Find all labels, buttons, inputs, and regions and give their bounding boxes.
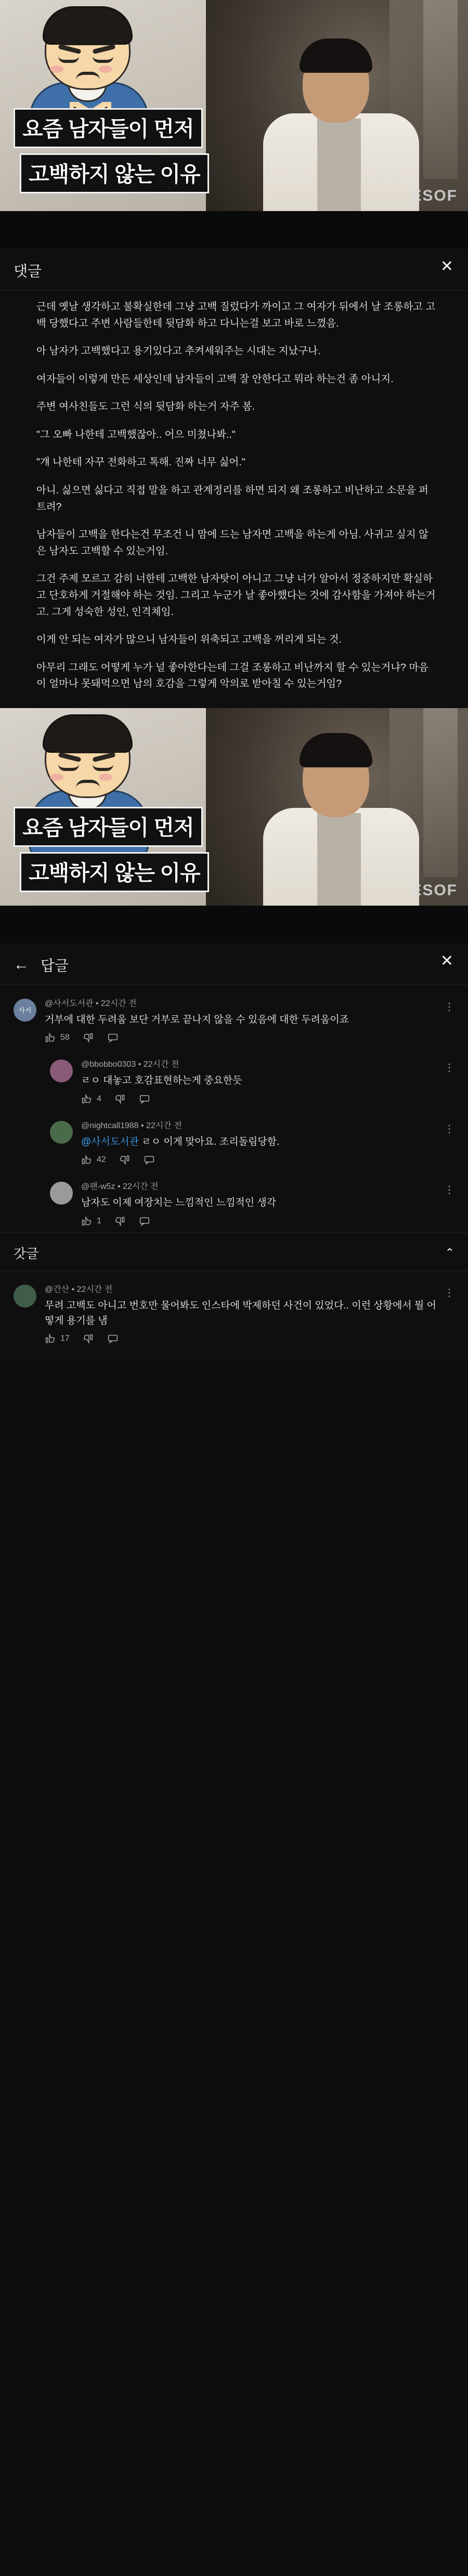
reply-meta — [45, 997, 439, 1009]
thumbs-up-icon — [45, 1032, 55, 1043]
reply-icon — [107, 1032, 119, 1043]
replies-panel-title: 답글 — [41, 957, 69, 974]
thumbs-down-icon — [83, 1333, 94, 1344]
comment-paragraph: 주변 여사친들도 그런 식의 뒷담화 하는거 자주 봄. — [36, 401, 255, 413]
avatar[interactable] — [50, 1060, 73, 1082]
reply-icon — [139, 1094, 150, 1104]
replies-panel — [0, 943, 468, 1360]
bottom-section-title: 갓글 — [14, 1246, 39, 1261]
reply-meta — [45, 1283, 439, 1294]
reply-actions — [81, 1216, 439, 1228]
like-count: 4 — [97, 1094, 101, 1103]
like-button[interactable] — [45, 1032, 70, 1043]
list-item[interactable] — [0, 988, 468, 1049]
like-count: 58 — [60, 1033, 70, 1042]
like-button[interactable] — [81, 1216, 101, 1226]
thumbs-up-icon — [81, 1216, 92, 1226]
dislike-button[interactable] — [83, 1333, 94, 1344]
reply-text: 무려 고백도 아니고 번호만 물어봐도 인스타에 박제하던 사건이 있었다.. 이런 상황에서 뭘 어떻게 용기를 냄 — [45, 1300, 437, 1327]
video-bottom-strip — [0, 906, 468, 943]
thumbs-up-icon — [45, 1333, 55, 1344]
reply-body — [45, 997, 454, 1045]
list-item[interactable] — [0, 1049, 468, 1110]
reply-text-body: ㄹㅇ 이게 맞아요. 조리돌림당함. — [139, 1136, 280, 1147]
list-item[interactable] — [0, 1171, 468, 1232]
back-arrow-icon[interactable]: ← — [14, 956, 29, 973]
main-comment-text — [0, 291, 468, 708]
reply-separator: • — [117, 1182, 123, 1192]
thumbs-up-icon — [81, 1094, 92, 1104]
reply-timestamp: 22시간 전 — [146, 1121, 182, 1130]
reply-button[interactable] — [139, 1094, 150, 1104]
reply-separator: • — [138, 1060, 144, 1069]
close-icon[interactable]: ✕ — [440, 258, 453, 275]
thumbs-up-icon — [81, 1155, 92, 1165]
reply-text — [81, 1134, 439, 1149]
bottom-section-header[interactable] — [0, 1233, 468, 1271]
list-item[interactable] — [0, 1110, 468, 1171]
reply-timestamp: 22시간 전 — [76, 1285, 113, 1294]
avatar[interactable] — [50, 1121, 73, 1144]
reply-icon — [107, 1333, 119, 1344]
reply-body — [81, 1119, 454, 1167]
comment-paragraph: 남자들이 고백을 한다는건 무조건 니 맘에 드는 남자면 고백을 하는게 아님. 사귀고 싶지 않은 남자도 고백할 수 있는거임. — [36, 529, 428, 557]
comment-paragraph: 아니. 싫으면 싫다고 직접 말을 하고 관계정리를 하면 되지 왜 조롱하고 비난하고 소문을 퍼트려? — [36, 485, 428, 513]
comment-paragraph: 그건 주제 모르고 감히 너한테 고백한 남자탓이 아니고 그냥 너가 알아서 정중하지만 확실하고 단호하게 거절해야 하는 것임. 그리고 누군가 날 좋아했다는 것에 감사함을 가져야 하는거고. 그게 성숙한 성인, 인격체임. — [36, 573, 436, 618]
channel-watermark: ESOF — [411, 187, 458, 204]
reply-meta — [81, 1119, 439, 1131]
reply-separator: • — [141, 1121, 147, 1130]
like-button[interactable] — [81, 1094, 101, 1104]
dislike-button[interactable] — [120, 1155, 130, 1165]
dislike-button[interactable] — [115, 1094, 125, 1104]
bottom-comments-list — [0, 1271, 468, 1351]
bottom-spacer — [0, 1350, 468, 1359]
reply-timestamp: 22시간 전 — [122, 1182, 159, 1192]
reply-timestamp: 22시간 전 — [143, 1060, 179, 1069]
like-count: 17 — [60, 1334, 70, 1343]
comment-paragraph: "걔 나한테 자꾸 전화하고 톡해. 진짜 너무 싫어." — [36, 456, 245, 468]
thumbs-down-icon — [115, 1216, 125, 1226]
reply-button[interactable] — [107, 1032, 119, 1043]
reply-author[interactable]: @사서도서관 — [45, 999, 94, 1008]
reply-meta — [81, 1180, 439, 1192]
like-count: 42 — [97, 1155, 106, 1165]
like-button[interactable] — [45, 1333, 70, 1344]
comment-paragraph: 여자들이 이렇게 만든 세상인데 남자들이 고백 잘 안한다고 뭐라 하는건 좀 아니지. — [36, 373, 394, 385]
thumbs-down-icon — [115, 1094, 125, 1104]
door-frame — [423, 708, 458, 877]
video-title-line1: 요즘 남자들이 먼저 — [14, 108, 203, 148]
reply-button[interactable] — [139, 1216, 150, 1226]
reply-actions — [45, 1333, 439, 1346]
video-title-line2: 고백하지 않는 이유 — [20, 153, 209, 193]
list-item[interactable] — [0, 1274, 468, 1351]
reply-text: 남자도 이제 여장치는 느낌적인 느낌적인 생각 — [81, 1197, 277, 1209]
reply-actions — [81, 1155, 439, 1167]
door-frame — [423, 0, 458, 179]
reply-separator: • — [71, 1285, 77, 1294]
video-title-line1: 요즘 남자들이 먼저 — [14, 807, 203, 847]
reply-button[interactable] — [107, 1333, 119, 1344]
comment-paragraph: 이게 안 되는 여자가 많으니 남자들이 위축되고 고백을 꺼리게 되는 것. — [36, 634, 342, 646]
comment-paragraph: 아무리 그래도 어떻게 누가 널 좋아한다는데 그걸 조롱하고 비난까지 할 수 있는거냐? 마음이 얼마나 못돼먹으면 남의 호감을 그렇게 악의로 받아칠 수 있는거임? — [36, 661, 428, 690]
mention-link[interactable]: @사서도서관 — [81, 1136, 139, 1147]
reply-text: 거부에 대한 두려움 보단 거부로 끝나지 않을 수 있음에 대한 두려움이죠 — [45, 1014, 349, 1025]
dislike-button[interactable] — [115, 1216, 125, 1226]
reply-author[interactable]: @팬-w5z — [81, 1182, 115, 1192]
reply-author[interactable]: @bbobbo0303 — [81, 1060, 136, 1069]
video-thumbnail-bottom[interactable] — [0, 708, 468, 943]
replies-panel-header — [0, 943, 468, 985]
comments-panel — [0, 249, 468, 708]
reply-text: ㄹㅇ 대놓고 호감표현하는게 중요한듯 — [81, 1075, 242, 1087]
kebab-menu-icon[interactable]: ⋮ — [444, 1287, 454, 1299]
comment-paragraph: 아 남자가 고백했다고 용기있다고 추켜세워주는 시대는 지났구나. — [36, 345, 321, 357]
avatar[interactable] — [14, 999, 36, 1022]
kebab-menu-icon[interactable]: ⋮ — [444, 1184, 454, 1196]
replies-list — [0, 985, 468, 1233]
avatar[interactable] — [50, 1182, 73, 1205]
like-count: 1 — [97, 1216, 101, 1225]
video-title-line2: 고백하지 않는 이유 — [20, 852, 209, 892]
comment-paragraph: "그 오빠 나한테 고백했잖아.. 어으 미쳤나봐.." — [36, 428, 236, 440]
dislike-button[interactable] — [83, 1032, 94, 1043]
thumbs-down-icon — [120, 1155, 130, 1165]
comments-panel-title: 댓글 — [14, 263, 42, 279]
reply-icon — [139, 1216, 150, 1226]
chevron-up-icon[interactable]: ⌃ — [445, 1246, 454, 1259]
comment-paragraph: 근데 옛날 생각하고 불확실한데 그냥 고백 질렀다가 까이고 그 여자가 뒤에서 날 조롱하고 고백 당했다고 주변 사람들한테 뒷담화 하고 다니는걸 보고 바로 느꼈음. — [36, 301, 436, 329]
reply-button[interactable] — [144, 1155, 155, 1165]
reply-actions — [81, 1094, 439, 1106]
reply-icon — [144, 1155, 155, 1165]
kebab-menu-icon[interactable]: ⋮ — [444, 1001, 454, 1013]
close-icon[interactable]: ✕ — [440, 952, 453, 970]
reply-author[interactable]: @간산 — [45, 1285, 70, 1294]
video-title-overlay — [14, 108, 209, 199]
reply-body — [81, 1180, 454, 1228]
reply-actions — [45, 1032, 439, 1045]
comments-panel-header — [0, 249, 468, 290]
avatar-icon: 사서 — [18, 1006, 32, 1015]
thumbs-down-icon — [83, 1032, 94, 1043]
reply-body — [81, 1057, 454, 1106]
kebab-menu-icon[interactable]: ⋮ — [444, 1123, 454, 1135]
reply-separator: • — [95, 999, 101, 1008]
video-thumbnail-top[interactable] — [0, 0, 468, 249]
reply-body — [45, 1283, 454, 1346]
channel-watermark: ESOF — [411, 881, 458, 899]
avatar[interactable] — [14, 1285, 36, 1307]
video-title-overlay — [14, 807, 209, 897]
kebab-menu-icon[interactable]: ⋮ — [444, 1062, 454, 1074]
like-button[interactable] — [81, 1155, 106, 1165]
reply-author[interactable]: @nightcall1988 — [81, 1121, 139, 1130]
reply-meta — [81, 1057, 439, 1069]
reply-timestamp: 22시간 전 — [101, 999, 137, 1008]
video-bottom-strip — [0, 211, 468, 249]
